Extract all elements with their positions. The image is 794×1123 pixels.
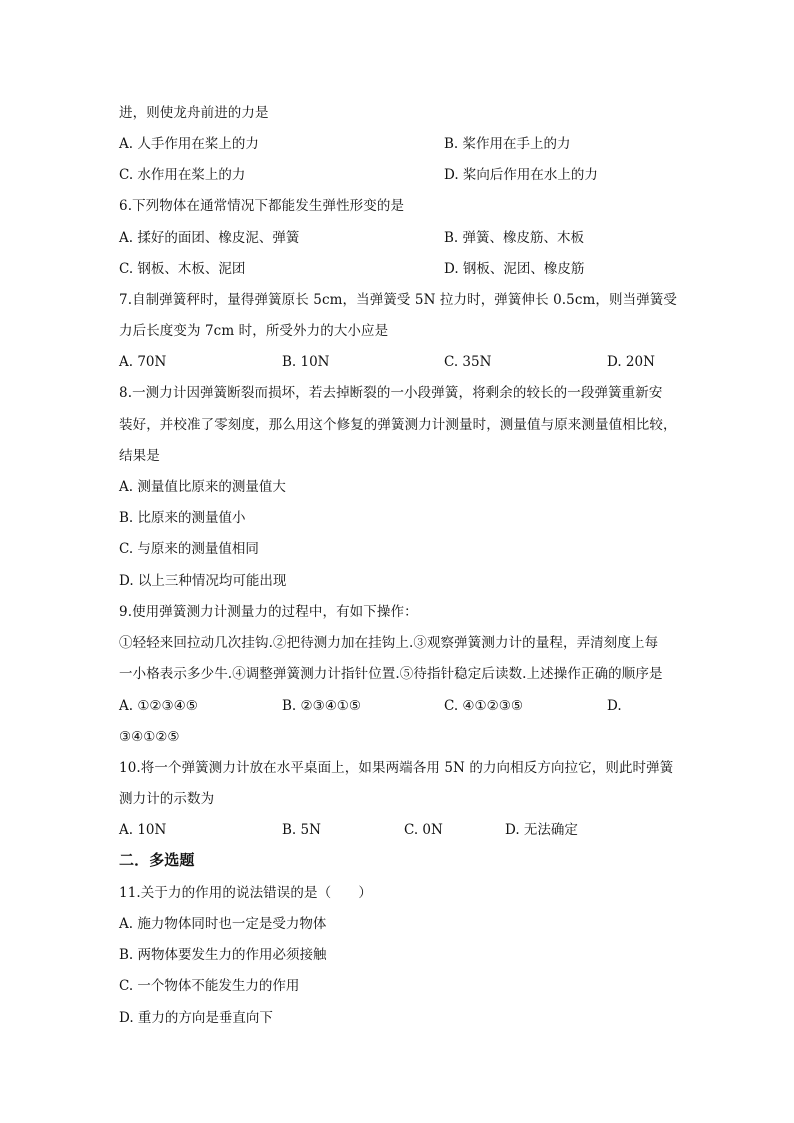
q11-option-b: B. 两物体要发生力的作用必须接触 <box>119 947 327 963</box>
q6-option-d: D. 钢板、泥团、橡皮筋 <box>444 261 585 277</box>
q5-option-b: B. 桨作用在手上的力 <box>444 136 571 152</box>
q9-stem-line3: 一小格表示多少牛.④调整弹簧测力计指针位置.⑤待指针稳定后读数.上述操作正确的顺序是 <box>119 666 663 682</box>
q10-stem-line2: 测力计的示数为 <box>119 791 215 807</box>
q10-option-a: A. 10N <box>119 822 167 838</box>
q7-option-a: A. 70N <box>119 354 167 370</box>
q5-option-a: A. 人手作用在桨上的力 <box>119 136 259 152</box>
q7-option-c: C. 35N <box>444 354 492 370</box>
q11-stem: 11.关于力的作用的说法错误的是（ ） <box>119 885 372 901</box>
q6-option-a: A. 揉好的面团、橡皮泥、弹簧 <box>119 230 300 246</box>
q10-option-d: D. 无法确定 <box>505 822 578 838</box>
q8-stem-line2: 装好，并校准了零刻度，那么用这个修复的弹簧测力计测量时，测量值与原来测量值相比较， <box>119 417 677 433</box>
q10-option-c: C. 0N <box>404 822 443 838</box>
q8-option-b: B. 比原来的测量值小 <box>119 510 246 526</box>
q7-stem-line2: 力后长度变为 7cm 时，所受外力的大小应是 <box>119 323 389 339</box>
q8-option-d: D. 以上三种情况均可能出现 <box>119 573 287 589</box>
q5-option-c: C. 水作用在桨上的力 <box>119 167 246 183</box>
q11-option-d: D. 重力的方向是垂直向下 <box>119 1010 273 1026</box>
q9-option-d: D. <box>607 698 622 714</box>
section-heading-multiple-choice: 二．多选题 <box>119 851 195 869</box>
q10-option-b: B. 5N <box>282 822 321 838</box>
q9-option-d-continued: ③④①②⑤ <box>119 729 180 745</box>
q9-option-b: B. ②③④①⑤ <box>282 698 362 714</box>
q8-stem-line3: 结果是 <box>119 448 160 464</box>
q9-stem-line2: ①轻轻来回拉动几次挂钩.②把待测力加在挂钩上.③观察弹簧测力计的量程，弄清刻度上每 <box>119 635 659 651</box>
q9-option-a: A. ①②③④⑤ <box>119 698 198 714</box>
q7-option-b: B. 10N <box>282 354 330 370</box>
q8-option-c: C. 与原来的测量值相同 <box>119 541 259 557</box>
q6-option-c: C. 钢板、木板、泥团 <box>119 261 246 277</box>
q8-stem-line1: 8.一测力计因弹簧断裂而损坏，若去掉断裂的一小段弹簧，将剩余的较长的一段弹簧重新安 <box>119 385 663 401</box>
q10-stem-line1: 10.将一个弹簧测力计放在水平桌面上，如果两端各用 5N 的力向相反方向拉它，则此时弹簧 <box>119 760 674 776</box>
q5-stem-tail: 进，则使龙舟前进的力是 <box>119 105 269 121</box>
q9-option-c: C. ④①②③⑤ <box>444 698 523 714</box>
q11-option-c: C. 一个物体不能发生力的作用 <box>119 978 300 994</box>
q6-option-b: B. 弹簧、橡皮筋、木板 <box>444 230 585 246</box>
q6-stem: 6.下列物体在通常情况下都能发生弹性形变的是 <box>119 198 405 214</box>
q11-option-a: A. 施力物体同时也一定是受力物体 <box>119 916 327 932</box>
q9-stem-line1: 9.使用弹簧测力计测量力的过程中，有如下操作： <box>119 604 418 620</box>
q7-option-d: D. 20N <box>607 354 655 370</box>
q5-option-d: D. 桨向后作用在水上的力 <box>444 167 598 183</box>
q7-stem-line1: 7.自制弹簧秤时，量得弹簧原长 5cm，当弹簧受 5N 拉力时，弹簧伸长 0.5cm，则当弹簧受 <box>119 292 678 308</box>
q8-option-a: A. 测量值比原来的测量值大 <box>119 479 286 495</box>
